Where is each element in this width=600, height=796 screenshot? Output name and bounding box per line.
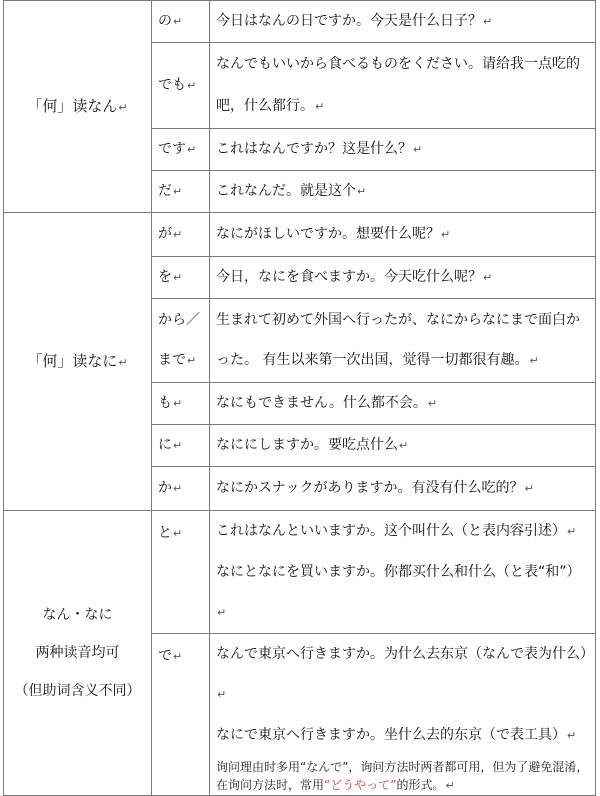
group-label-text: 「何」读なん	[27, 96, 118, 115]
particle-cell: か↵	[152, 467, 210, 511]
group-label-line: （但助词含义不同）	[14, 683, 141, 699]
note-text: 询问理由时多用“なんで”，询问方法时两者都可用，但为了避免混淆，在询问方法时，常用	[216, 760, 589, 792]
example-text: なににしますか。要吃点什么	[216, 437, 398, 453]
particle-text: です	[158, 141, 186, 157]
particle-text: と	[158, 525, 172, 541]
note-highlight: “どうやって”	[324, 778, 397, 792]
example-cell: なんでもいいから食べるものをください。请给我一点吃的吧，什么都行。↵	[210, 43, 596, 129]
table-row	[4, 213, 596, 257]
example-text: これなんだ。就是这个	[216, 183, 356, 199]
note-text: 的形式。	[396, 778, 445, 792]
example-cell: これなんだ。就是这个↵	[210, 171, 596, 213]
example-cell: なにがほしいですか。想要什么呢？↵	[210, 213, 596, 257]
example-text: なにで東京へ行きますか。坐什么去的东京（で表工具）	[216, 727, 566, 743]
particle-cell: に↵	[152, 425, 210, 467]
particle-text: だ	[158, 183, 172, 199]
particle-cell: だ↵	[152, 171, 210, 213]
example-text: これはなんですか？这是什么？	[216, 141, 412, 157]
example-text: 今日，なにを食べますか。今天吃什么呢？	[216, 269, 482, 285]
example-text: 今日はなんの日ですか。今天是什么日子？	[216, 13, 482, 29]
example-text: なんでもいいから食べるものをください。请给我一点吃的吧，什么都行。	[216, 56, 580, 114]
particle-text: も	[158, 395, 172, 411]
table-row	[4, 1, 596, 43]
usage-note: 询问理由时多用“なんで”，询问方法时两者都可用，但为了避免混淆，在询问方法时，常用“どうやって”的形式。↵	[216, 760, 589, 792]
particle-cell: を↵	[152, 257, 210, 299]
particle-text: か	[158, 480, 172, 496]
particle-text: から／まで	[158, 312, 200, 368]
particle-cell: でも↵	[152, 43, 210, 129]
particle-cell: の↵	[152, 1, 210, 43]
example-cell	[210, 634, 596, 796]
particle-text: が	[158, 226, 172, 242]
particle-text: に	[158, 437, 172, 453]
group-label-nani: 「何」读なに↵	[4, 213, 152, 511]
example-text: なにもできません。什么都不会。	[216, 395, 427, 411]
example-text: なにかスナックがありますか。有没有什么吃的？	[216, 480, 524, 496]
particle-cell: と↵	[152, 511, 210, 634]
particle-cell: も↵	[152, 383, 210, 425]
group-label-line: 两种读音均可	[35, 645, 120, 661]
group-label-block	[10, 596, 145, 710]
example-cell: これはなんですか？这是什么？↵	[210, 129, 596, 171]
particle-cell: で↵	[152, 634, 210, 796]
example-cell: なににしますか。要吃点什么↵	[210, 425, 596, 467]
example-cell: 生まれて初めて外国へ行ったが、なにからなにまで面白かった。 有生以来第一次出国，觉得一切都很有趣。↵	[210, 299, 596, 383]
example-text: なにとなにを買いますか。你都买什么和什么（と表“和”）	[216, 564, 581, 580]
particle-text: を	[158, 269, 172, 285]
particle-cell: が↵	[152, 213, 210, 257]
example-text: これはなんといいますか。这个叫什么（と表内容引述）	[216, 523, 566, 539]
particle-text: の	[158, 13, 172, 29]
example-cell: 今日，なにを食べますか。今天吃什么呢？↵	[210, 257, 596, 299]
example-text: なんで東京へ行きますか。为什么去东京（なんで表为什么）	[216, 646, 594, 662]
example-line: これはなんといいますか。这个叫什么（と表内容引述）↵	[216, 523, 577, 539]
example-cell: なにもできません。什么都不会。↵	[210, 383, 596, 425]
group-label-text: 「何」读なに	[27, 351, 118, 370]
group-label-both	[4, 511, 152, 796]
example-cell: なにかスナックがありますか。有没有什么吃的？↵	[210, 467, 596, 511]
group-label-nan: 「何」读なん↵	[4, 1, 152, 213]
group-label-line: なん・なに	[42, 607, 113, 623]
particle-cell: から／まで↵	[152, 299, 210, 383]
table-row	[4, 511, 596, 634]
example-line: なにとなにを買いますか。你都买什么和什么（と表“和”）↵	[216, 564, 581, 619]
example-line: なんで東京へ行きますか。为什么去东京（なんで表为什么）↵	[216, 646, 594, 701]
example-cell	[210, 511, 596, 634]
example-text: なにがほしいですか。想要什么呢？	[216, 226, 440, 242]
grammar-table	[3, 0, 596, 796]
example-cell: 今日はなんの日ですか。今天是什么日子？↵	[210, 1, 596, 43]
particle-cell: です↵	[152, 129, 210, 171]
example-line: なにで東京へ行きますか。坐什么去的东京（で表工具）↵	[216, 727, 577, 743]
particle-text: でも	[158, 77, 186, 93]
particle-text: で	[158, 648, 172, 664]
example-text: 生まれて初めて外国へ行ったが、なにからなにまで面白かった。 有生以来第一次出国，觉得一切都很有趣。	[216, 312, 580, 368]
